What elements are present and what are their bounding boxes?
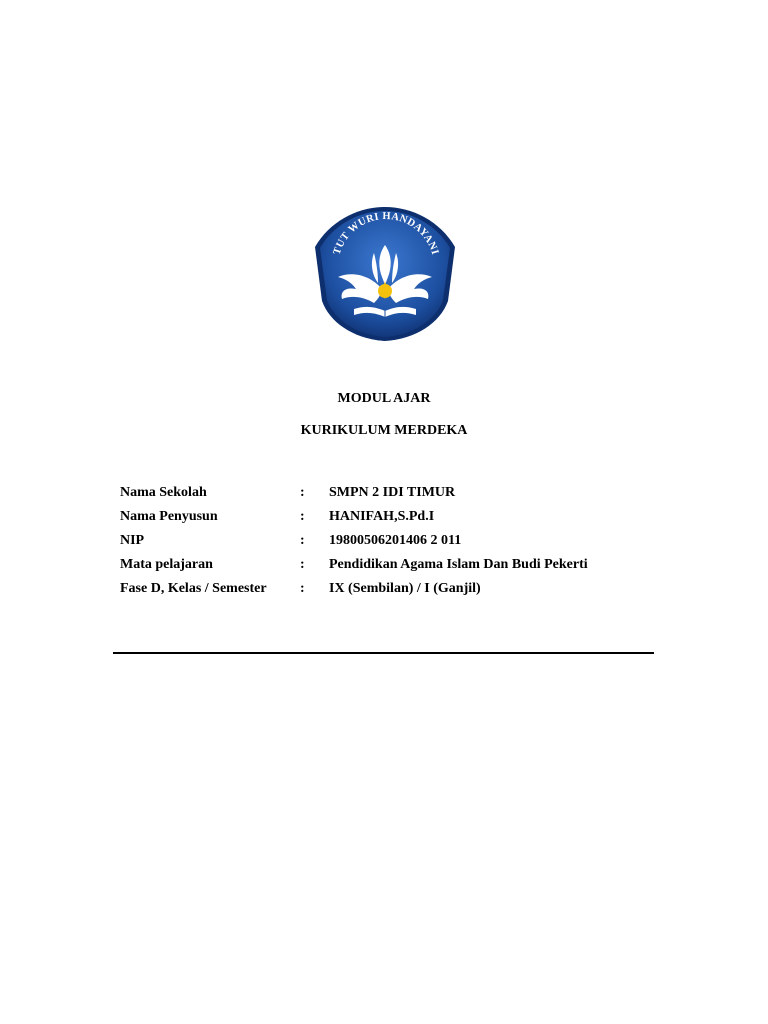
info-value: Pendidikan Agama Islam Dan Budi Pekerti [329, 557, 588, 572]
document-title: MODUL AJAR [337, 391, 431, 406]
info-label: Nama Penyusun [120, 509, 218, 524]
info-colon: : [300, 533, 305, 548]
info-value: IX (Sembilan) / I (Ganjil) [329, 581, 481, 596]
info-colon: : [300, 509, 305, 524]
info-label: NIP [120, 533, 145, 548]
info-value: SMPN 2 IDI TIMUR [329, 485, 456, 500]
document-subtitle: KURIKULUM MERDEKA [300, 423, 468, 438]
info-value: 19800506201406 2 011 [329, 533, 462, 548]
logo-motto-text: TUT WURI HANDAYANI [331, 210, 441, 257]
info-label: Mata pelajaran [120, 557, 213, 572]
tut-wuri-handayani-logo [312, 205, 458, 343]
info-label: Fase D, Kelas / Semester [120, 581, 267, 596]
horizontal-divider [113, 652, 654, 654]
info-colon: : [300, 581, 305, 596]
info-colon: : [300, 557, 305, 572]
info-colon: : [300, 485, 305, 500]
info-value: HANIFAH,S.Pd.I [329, 509, 435, 524]
info-label: Nama Sekolah [120, 485, 207, 500]
